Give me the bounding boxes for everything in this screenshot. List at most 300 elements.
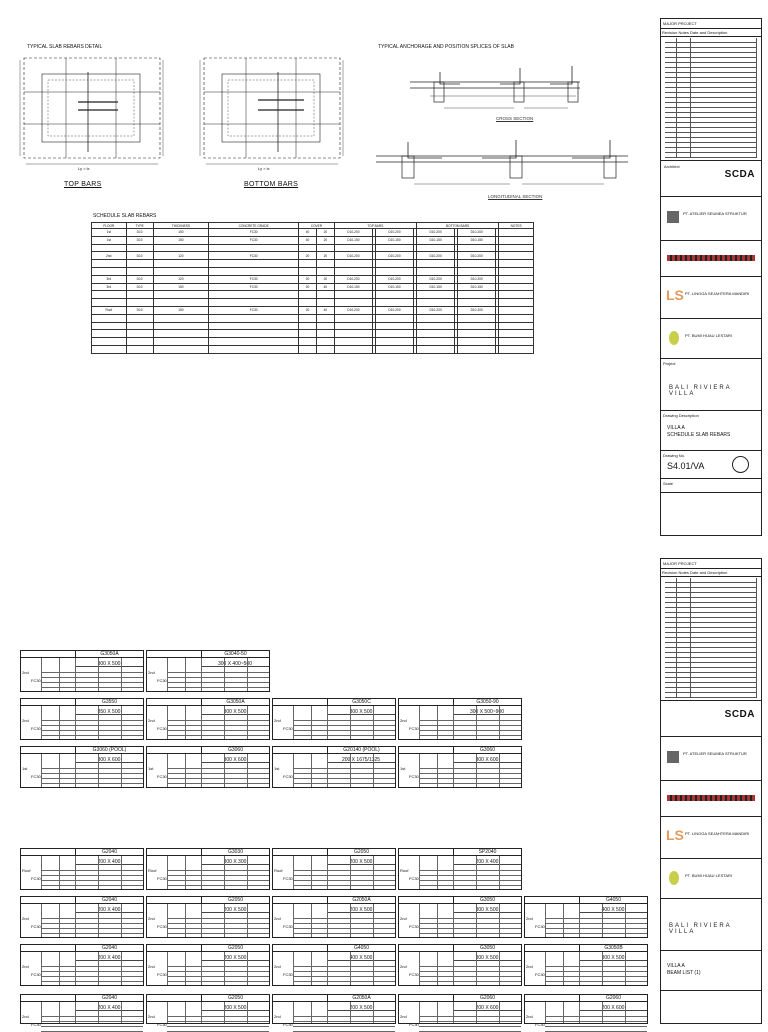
grid-line [499, 952, 500, 985]
schedule-cell [299, 322, 317, 330]
schedule-cell: 2nd [92, 252, 127, 260]
grid-line [167, 918, 269, 919]
schedule-cell [126, 260, 153, 268]
beam-grade: FC30 [31, 726, 41, 731]
schedule-cell [416, 260, 454, 268]
slab-schedule-table [91, 222, 534, 354]
schedule-cell [126, 345, 153, 353]
grid-line [545, 966, 647, 967]
grid-line [293, 880, 395, 881]
drawing-no-label: Drawing No. [663, 453, 686, 458]
grid-line [476, 706, 477, 739]
grid-line [419, 875, 521, 876]
beam-header [147, 651, 201, 658]
grid-line [201, 658, 202, 691]
schedule-cell [499, 229, 534, 237]
beam-card [146, 650, 270, 692]
grid-line [545, 923, 647, 924]
beam-header [21, 651, 75, 658]
grid-line [476, 952, 477, 985]
schedule-cell [92, 299, 127, 307]
grid-line [563, 904, 564, 937]
beam-name: G2050 [201, 995, 269, 1002]
beam-header [273, 699, 327, 706]
schedule-cell [458, 330, 496, 338]
beam-grade: FC30 [283, 876, 293, 881]
beam-header [399, 849, 453, 856]
schedule-cell: D10-200 [458, 275, 496, 283]
grid-line [293, 981, 395, 982]
grid-line [167, 952, 168, 985]
grid-line [41, 870, 143, 871]
grid-line [224, 856, 225, 889]
major-project-label-2: MAJOR PROJECT [661, 559, 761, 569]
beam-header [21, 945, 75, 952]
beam-name: G2040 [75, 849, 143, 856]
ls-consultant-block-2 [661, 817, 761, 859]
beam-card [146, 746, 270, 788]
grid-line [98, 952, 99, 985]
grid-line [185, 754, 186, 787]
schedule-cell [126, 244, 153, 252]
schedule-cell [153, 330, 209, 338]
project-label: Project [663, 361, 676, 366]
schedule-cell: 120 [153, 252, 209, 260]
grid-line [167, 778, 269, 779]
beam-header [399, 747, 453, 754]
schedule-cell: FC30 [209, 229, 299, 237]
grid-line [293, 720, 395, 721]
schedule-cell [458, 260, 496, 268]
grid-line [419, 1016, 521, 1017]
schedule-cell [316, 299, 334, 307]
grid-line [625, 904, 626, 937]
beam-floor: 2nd [148, 1014, 155, 1019]
beam-card [272, 944, 396, 986]
grid-line [545, 952, 546, 985]
grid-line [293, 735, 395, 736]
grid-line [247, 856, 248, 889]
green-consultant-name-2: PT. BUMI HIJAU LESTARI [685, 873, 733, 878]
schedule-cell [153, 322, 209, 330]
beam-size: 300 X 500 [327, 710, 395, 715]
grid-line [602, 904, 603, 937]
beam-name: G2060 [579, 995, 647, 1002]
project-name-2: BALI RIVIERA VILLA [669, 923, 732, 935]
grid-line [293, 773, 395, 774]
schedule-cell [126, 338, 153, 346]
schedule-cell: D10 [126, 306, 153, 314]
title-block-sheet-1 [660, 18, 762, 536]
green-consultant-block [661, 319, 761, 359]
beam-size: 200 X 500 [201, 1006, 269, 1011]
grid-line [293, 768, 395, 769]
grid-line [419, 952, 420, 985]
beam-floor: 2nd [400, 1014, 407, 1019]
schedule-cell [458, 345, 496, 353]
top-span-note: Ly > lx [78, 166, 90, 171]
grid-line [247, 904, 248, 937]
grid-line [579, 1002, 580, 1023]
schedule-cell [316, 322, 334, 330]
schedule-cell: D10-200 [375, 252, 413, 260]
grid-line [41, 720, 143, 721]
beam-header [525, 897, 579, 904]
beam-card [398, 746, 522, 788]
structural-consultant-block-2 [661, 737, 761, 781]
drawing-description-block [661, 411, 761, 451]
beam-header [147, 849, 201, 856]
title-block-sheet-2 [660, 558, 762, 1024]
beam-size: 300 X 500 [201, 710, 269, 715]
beam-grade: FC30 [283, 726, 293, 731]
grid-line [224, 904, 225, 937]
mep-consultant-block-2 [661, 781, 761, 817]
schedule-cell: 20 [299, 306, 317, 314]
beam-card [272, 848, 396, 890]
grid-line [453, 904, 454, 937]
schedule-cell: D10 [126, 236, 153, 244]
schedule-cell [126, 299, 153, 307]
col-cover: COVER [299, 223, 335, 229]
grid-line [293, 778, 395, 779]
schedule-cell: 1st [92, 236, 127, 244]
grid-line [419, 976, 521, 977]
grid-line [453, 856, 454, 889]
beam-grade: FC30 [283, 972, 293, 977]
col-top-bars: TOP BARS [334, 223, 416, 229]
beam-floor: 2nd [22, 670, 29, 675]
grid-line [327, 754, 328, 787]
revision-cell [677, 693, 691, 698]
grid-line [41, 768, 143, 769]
grid-line [545, 1021, 647, 1022]
beam-size: 200 X 600 [579, 1006, 647, 1011]
schedule-cell: 150 [153, 236, 209, 244]
schedule-row [92, 244, 534, 252]
grid-line [247, 658, 248, 691]
grid-line [545, 1026, 647, 1027]
schedule-cell [458, 322, 496, 330]
grid-line [453, 706, 454, 739]
schedule-cell: D10-150 [416, 283, 454, 291]
grid-line [41, 928, 143, 929]
grid-line [167, 687, 269, 688]
top-bars-plan-drawing [18, 52, 168, 170]
schedule-cell [153, 338, 209, 346]
schedule-cell [334, 345, 372, 353]
schedule-cell: 40 [299, 236, 317, 244]
grid-line [437, 856, 438, 889]
grid-line [75, 856, 76, 889]
grid-line [350, 952, 351, 985]
grid-line [247, 754, 248, 787]
beam-card [398, 896, 522, 938]
grid-line [293, 754, 294, 787]
beam-grade: FC30 [157, 774, 167, 779]
mep-consultant-block [661, 241, 761, 277]
architect-block: Architect SCDA [661, 161, 761, 197]
grid-line [476, 904, 477, 937]
schedule-cell [416, 299, 454, 307]
revision-heading-2: Revision Notes Date and Description [661, 569, 761, 577]
grid-line [41, 677, 143, 678]
longitudinal-section-caption: LONGITUDINAL SECTION [488, 194, 543, 199]
schedule-cell [153, 314, 209, 322]
schedule-cell: FC30 [209, 236, 299, 244]
schedule-cell [458, 267, 496, 275]
schedule-cell [375, 260, 413, 268]
grid-line [419, 885, 521, 886]
grid-line [419, 720, 521, 721]
grid-line [545, 904, 546, 937]
grid-line [167, 773, 269, 774]
beam-card [272, 994, 396, 1027]
schedule-cell: D10-150 [375, 236, 413, 244]
drawing-desc-label: Drawing Description [663, 413, 699, 418]
schedule-cell: 40 [299, 229, 317, 237]
schedule-cell [375, 345, 413, 353]
schedule-cell [209, 267, 299, 275]
grid-line [293, 966, 395, 967]
grid-line [41, 778, 143, 779]
beam-card [398, 994, 522, 1027]
schedule-cell [499, 330, 534, 338]
beam-size: 200 X 1675/1325 [327, 758, 395, 763]
grid-line [602, 952, 603, 985]
schedule-cell: D10-200 [334, 229, 372, 237]
beam-card [146, 944, 270, 986]
schedule-cell: 20 [316, 236, 334, 244]
grid-line [224, 658, 225, 691]
scale-block [661, 479, 761, 493]
beam-floor: 2nd [148, 964, 155, 969]
beam-grade: FC30 [157, 924, 167, 929]
schedule-cell [375, 338, 413, 346]
grid-line [98, 706, 99, 739]
grid-line [201, 1002, 202, 1023]
beam-header [273, 747, 327, 754]
grid-line [499, 706, 500, 739]
col-concrete-grade: CONCRETE GRADE [209, 223, 299, 229]
grid-line [201, 856, 202, 889]
schedule-cell [334, 244, 372, 252]
grid-line [476, 1002, 477, 1023]
schedule-cell: 3rd [92, 275, 127, 283]
scale-label: Scale [663, 481, 674, 486]
grid-line [350, 706, 351, 739]
schedule-cell [375, 291, 413, 299]
grid-line [545, 971, 647, 972]
bottom-bars-caption: BOTTOM BARS [244, 181, 299, 188]
beam-floor: 2nd [526, 916, 533, 921]
grid-line [247, 706, 248, 739]
grid-line [98, 658, 99, 691]
grid-line [75, 952, 76, 985]
grid-line [419, 768, 521, 769]
grid-line [41, 856, 42, 889]
revision-cell [677, 153, 691, 158]
grid-line [185, 706, 186, 739]
schedule-cell [316, 244, 334, 252]
schedule-row [92, 322, 534, 330]
beam-size: 200 X 400 [75, 956, 143, 961]
beam-header [399, 995, 453, 1002]
beam-header [147, 747, 201, 754]
grid-line [224, 952, 225, 985]
schedule-cell [316, 338, 334, 346]
bottom-span-note: Ly > lx [258, 166, 270, 171]
schedule-cell [375, 244, 413, 252]
beam-floor: 2nd [148, 718, 155, 723]
beam-name: G2040 [75, 995, 143, 1002]
grid-line [373, 754, 374, 787]
beam-size: 200 X 400 [75, 1006, 143, 1011]
grid-line [41, 730, 143, 731]
beam-size: 300 X 600 [201, 758, 269, 763]
schedule-cell [209, 322, 299, 330]
drawing-desc-line1-2: VILLA A [667, 963, 685, 969]
beam-name: G3050A [75, 651, 143, 658]
beam-size: 200 X 400 [75, 860, 143, 865]
col-thickness: THICKNESS [153, 223, 209, 229]
grid-line [75, 658, 76, 691]
grid-line [247, 1002, 248, 1023]
grid-line [373, 1002, 374, 1023]
grid-line [167, 658, 168, 691]
grid-line [545, 918, 647, 919]
beam-name: G4050 [327, 945, 395, 952]
schedule-cell: D10-200 [458, 229, 496, 237]
schedule-cell [316, 345, 334, 353]
beam-grade: FC30 [283, 774, 293, 779]
schedule-cell: D10-150 [416, 236, 454, 244]
beam-floor: 2nd [274, 916, 281, 921]
grid-line [167, 904, 168, 937]
grid-line [59, 706, 60, 739]
grid-line [167, 971, 269, 972]
schedule-cell: D10 [126, 275, 153, 283]
grid-line [437, 754, 438, 787]
schedule-cell [416, 345, 454, 353]
beam-floor: 2nd [22, 964, 29, 969]
beam-card [20, 994, 144, 1027]
grid-line [419, 1021, 521, 1022]
schedule-cell: D10-150 [334, 283, 372, 291]
beam-size: 200 X 400 [75, 908, 143, 913]
architect-logo-2: SCDA [724, 709, 755, 720]
grid-line [311, 952, 312, 985]
schedule-row [92, 306, 534, 314]
grid-line [293, 856, 294, 889]
grid-line [545, 1016, 647, 1017]
schedule-cell [92, 314, 127, 322]
grid-line [499, 904, 500, 937]
grid-line [419, 783, 521, 784]
schedule-cell [416, 314, 454, 322]
schedule-cell [334, 260, 372, 268]
grid-line [247, 952, 248, 985]
grid-line [419, 1002, 420, 1023]
grid-line [419, 870, 521, 871]
beam-grade: FC30 [31, 774, 41, 779]
anchorage-title: TYPICAL ANCHORAGE AND POSITION SPLICES OF SLAB [378, 44, 514, 50]
drawing-number: S4.01/VA [667, 461, 705, 471]
ls-consultant-name: PT. LINGGA SEJAHTERA MANDIRI [685, 291, 750, 296]
top-bars-caption: TOP BARS [64, 181, 102, 188]
beam-grade: FC30 [409, 876, 419, 881]
grid-line [419, 856, 420, 889]
beam-grade: FC30 [157, 726, 167, 731]
grid-line [419, 773, 521, 774]
beam-grade: FC30 [409, 924, 419, 929]
schedule-row [92, 330, 534, 338]
schedule-cell: D10-150 [458, 236, 496, 244]
beam-header [273, 849, 327, 856]
schedule-cell [92, 345, 127, 353]
grid-line [167, 672, 269, 673]
grid-line [625, 1002, 626, 1023]
grid-line [419, 971, 521, 972]
cross-section-caption: CROSS SECTION [496, 116, 534, 121]
beam-floor: 2nd [526, 964, 533, 969]
grid-line [293, 933, 395, 934]
schedule-cell [316, 314, 334, 322]
schedule-cell: 3rd [92, 283, 127, 291]
grid-line [224, 1002, 225, 1023]
schedule-cell [375, 299, 413, 307]
schedule-cell: D10-200 [375, 306, 413, 314]
grid-line [293, 904, 294, 937]
beam-name: G3050B [579, 945, 647, 952]
beam-size: 400 X 500 [327, 956, 395, 961]
grid-line [121, 1002, 122, 1023]
beam-header [273, 995, 327, 1002]
grid-line [293, 952, 294, 985]
schedule-cell: D10 [126, 283, 153, 291]
grid-line [545, 928, 647, 929]
beam-header [147, 995, 201, 1002]
grid-line [41, 971, 143, 972]
grid-line [373, 856, 374, 889]
schedule-cell [334, 338, 372, 346]
schedule-cell [209, 345, 299, 353]
revision-cell [665, 693, 677, 698]
beam-name: G3060 [453, 747, 521, 754]
revision-cell [665, 153, 677, 158]
beam-size: 300 X 500~900 [453, 710, 521, 715]
schedule-cell [153, 267, 209, 275]
grid-line [419, 918, 521, 919]
beam-grade: FC30 [283, 924, 293, 929]
beam-size: 200 X 400 [453, 860, 521, 865]
schedule-cell [458, 299, 496, 307]
beam-floor: 1st [400, 766, 406, 771]
schedule-row [92, 229, 534, 237]
schedule-cell [126, 267, 153, 275]
grid-line [185, 904, 186, 937]
schedule-row [92, 275, 534, 283]
grid-line [419, 966, 521, 967]
schedule-cell: D10-200 [375, 229, 413, 237]
grid-line [41, 706, 42, 739]
architect-block-2 [661, 701, 761, 737]
grid-line [167, 768, 269, 769]
grid-line [98, 754, 99, 787]
drawing-description-block-2 [661, 951, 761, 991]
drawing-desc-line2-2: BEAM LIST (1) [667, 970, 701, 976]
beam-header [21, 849, 75, 856]
